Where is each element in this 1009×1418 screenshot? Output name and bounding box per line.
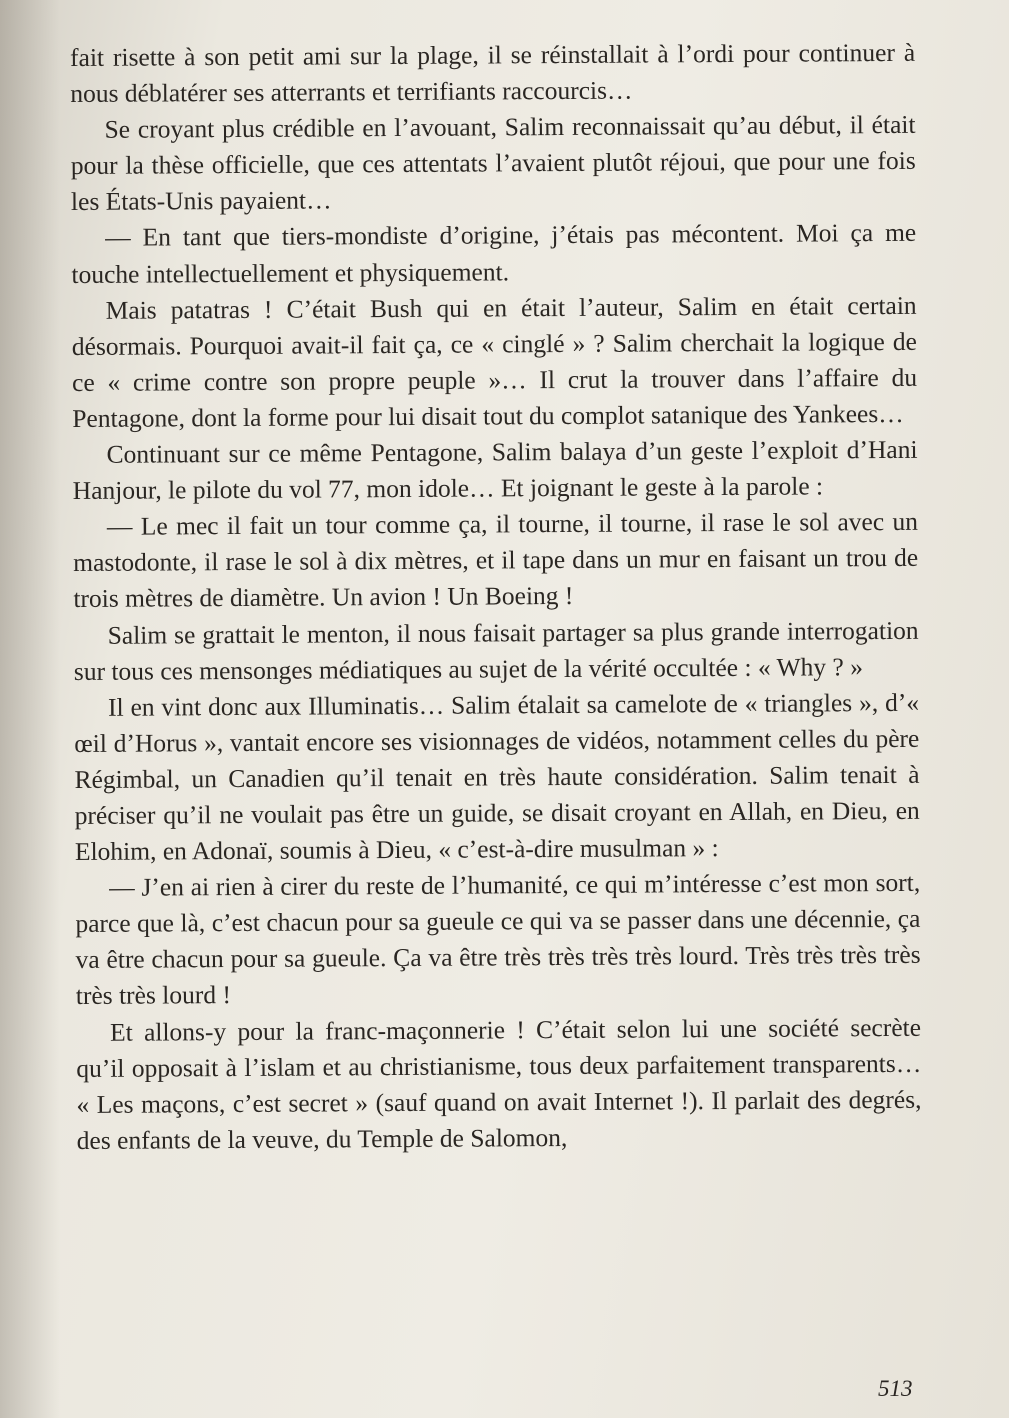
dialogue-paragraph: — En tant que tiers-mondiste d’origine, j’étais pas mécontent. Moi ça me touche intellectuellement et physiquement. [71,218,917,289]
paragraph: Mais patatras ! C’était Bush qui en était l’auteur, Salim en était certain désormais. Pourquoi avait-il fait ça, ce « cinglé » ? Salim cherchait la logique de ce « crime contre son propre peuple »… Il crut la trouver dans l’affaire du Pentagone, dont la forme pour lui disait tout du complot satanique des Yankees… [71,290,918,433]
paragraph: fait risette à son petit ami sur la plage, il se réinstallait à l’ordi pour continuer à nous déblatérer ses atterrants et terrifiants raccourcis… [70,37,916,109]
dialogue-paragraph: — Le mec il fait un tour comme ça, il tourne, il tourne, il rase le sol avec un mastodonte, il rase le sol à dix mètres, et il tape dans un mur en faisant un trou de trois mètres de diamètre. Un avion ! Un Boeing ! [73,507,919,614]
paragraph: Continuant sur ce même Pentagone, Salim balaya d’un geste l’exploit d’Hani Hanjour, le pilote du vol 77, mon idole… Et joignant le geste à la parole : [72,434,918,506]
dialogue-paragraph: — J’en ai rien à cirer du reste de l’humanité, ce qui m’intéresse c’est mon sort, parce que là, c’est chacun pour sa gueule ce qui va se passer dans une décennie, ça va être chacun pour sa gueule. Ça va être très très très très lourd. Très très très très très très lourd ! [75,867,921,1011]
paragraph: Se croyant plus crédible en l’avouant, Salim reconnaissait qu’au début, il était pour la thèse officielle, que ces attentats l’avaient plutôt réjoui, que pour une fois les États-Unis payaient… [70,110,916,217]
body-text [70,35,922,1159]
paragraph: Il en vint donc aux Illuminatis… Salim étalait sa camelote de « triangles », d’« œil d’Horus », vantait encore ses visionnages de vidéos, notamment celles du père Régimbal, un Canadien qu’il tenait en très haute considération. Salim tenait à préciser qu’il ne voulait pas être un guide, se disait croyant en Allah, en Dieu, en Elohim, en Adonaï, soumis à Dieu, « c’est-à-dire musulman » : [74,687,920,867]
page-number: 513 [878,1376,913,1401]
binding-shadow [0,0,60,1418]
paragraph: Salim se grattait le menton, il nous faisait partager sa plus grande interrogation sur tous ces mensonges médiatiques au sujet de la vérité occultée : « Why ? » [73,615,919,686]
paragraph: Et allons-y pour la franc-maçonnerie ! C’était selon lui une société secrète qu’il opposait à l’islam et au christianisme, tous deux parfaitement transparents… « Les maçons, c’est secret » (sauf quand on avait Internet !). Il parlait des degrés, des enfants de la veuve, du Temple de Salomon, [76,1012,922,1155]
